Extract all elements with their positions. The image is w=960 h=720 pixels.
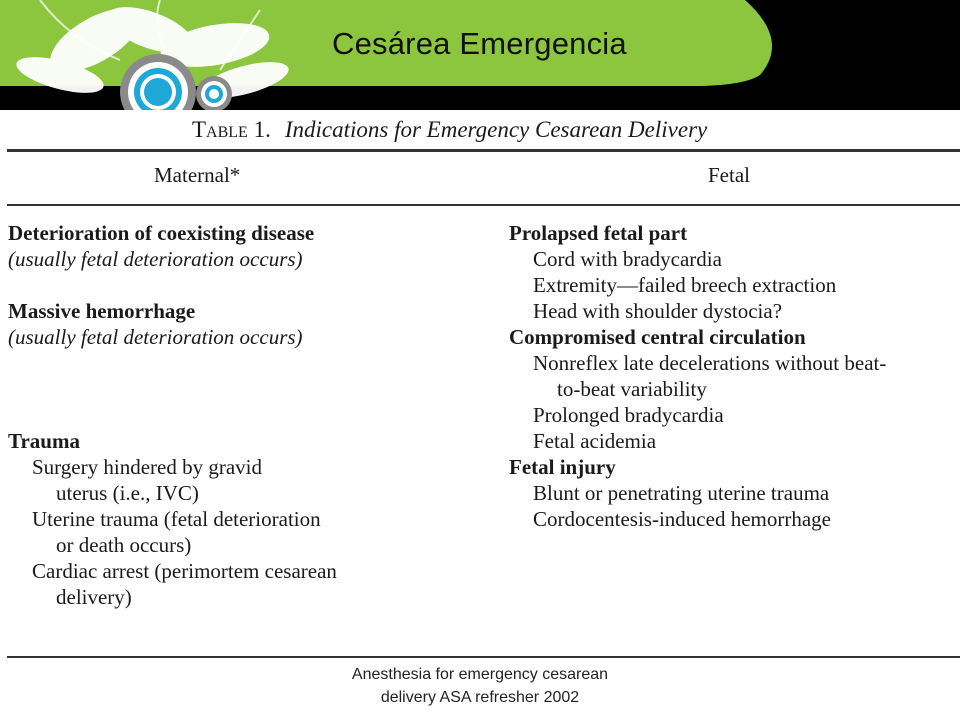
group-heading: Trauma — [8, 429, 80, 453]
citation-line: Anesthesia for emergency cesarean — [351, 666, 609, 683]
fetal-group — [509, 454, 960, 532]
slide-title: Cesárea Emergencia — [332, 26, 627, 61]
list-item: Cardiac arrest (perimortem cesarean delivery) — [32, 559, 337, 609]
fetal-column — [509, 220, 960, 532]
citation-line: delivery ASA refresher 2002 — [380, 689, 580, 706]
maternal-group — [8, 298, 488, 350]
maternal-column — [8, 220, 488, 610]
maternal-group — [8, 220, 488, 272]
group-heading: Compromised central circulation — [509, 325, 806, 349]
list-item: Uterine trauma (fetal deterioration or death occurs) — [32, 507, 321, 557]
column-header-fetal: Fetal — [708, 163, 750, 187]
table-title: Indications for Emergency Cesarean Delivery — [284, 117, 708, 142]
source-citation — [0, 663, 960, 709]
column-header-maternal: Maternal* — [154, 163, 241, 187]
list-item: Cordocentesis-induced hemorrhage — [533, 507, 831, 531]
list-item: Prolonged bradycardia — [533, 403, 724, 427]
group-heading: Massive hemorrhage — [8, 299, 196, 323]
list-item: Fetal acidemia — [533, 429, 657, 453]
fetal-group — [509, 220, 960, 324]
list-item: Surgery hindered by gravid uterus (i.e., IVC) — [32, 455, 262, 505]
table-bottom-rule — [7, 656, 960, 658]
table-label: Table 1. — [192, 117, 271, 142]
group-heading: Fetal injury — [509, 455, 616, 479]
list-item: Cord with bradycardia — [533, 247, 722, 271]
list-item: Blunt or penetrating uterine trauma — [533, 481, 830, 505]
list-item: Head with shoulder dystocia? — [533, 299, 783, 323]
maternal-group — [8, 428, 488, 610]
group-heading: Prolapsed fetal part — [509, 221, 688, 245]
group-note: (usually fetal deterioration occurs) — [8, 325, 303, 349]
table-top-rule — [7, 149, 960, 152]
group-heading: Deterioration of coexisting disease — [8, 221, 315, 245]
group-note: (usually fetal deterioration occurs) — [8, 247, 303, 271]
table-header-rule — [7, 204, 960, 206]
table-caption — [192, 117, 707, 143]
list-item: Nonreflex late decelerations without beat- to-beat variability — [533, 351, 887, 401]
list-item: Extremity—failed breech extraction — [533, 273, 837, 297]
fetal-group — [509, 324, 960, 454]
